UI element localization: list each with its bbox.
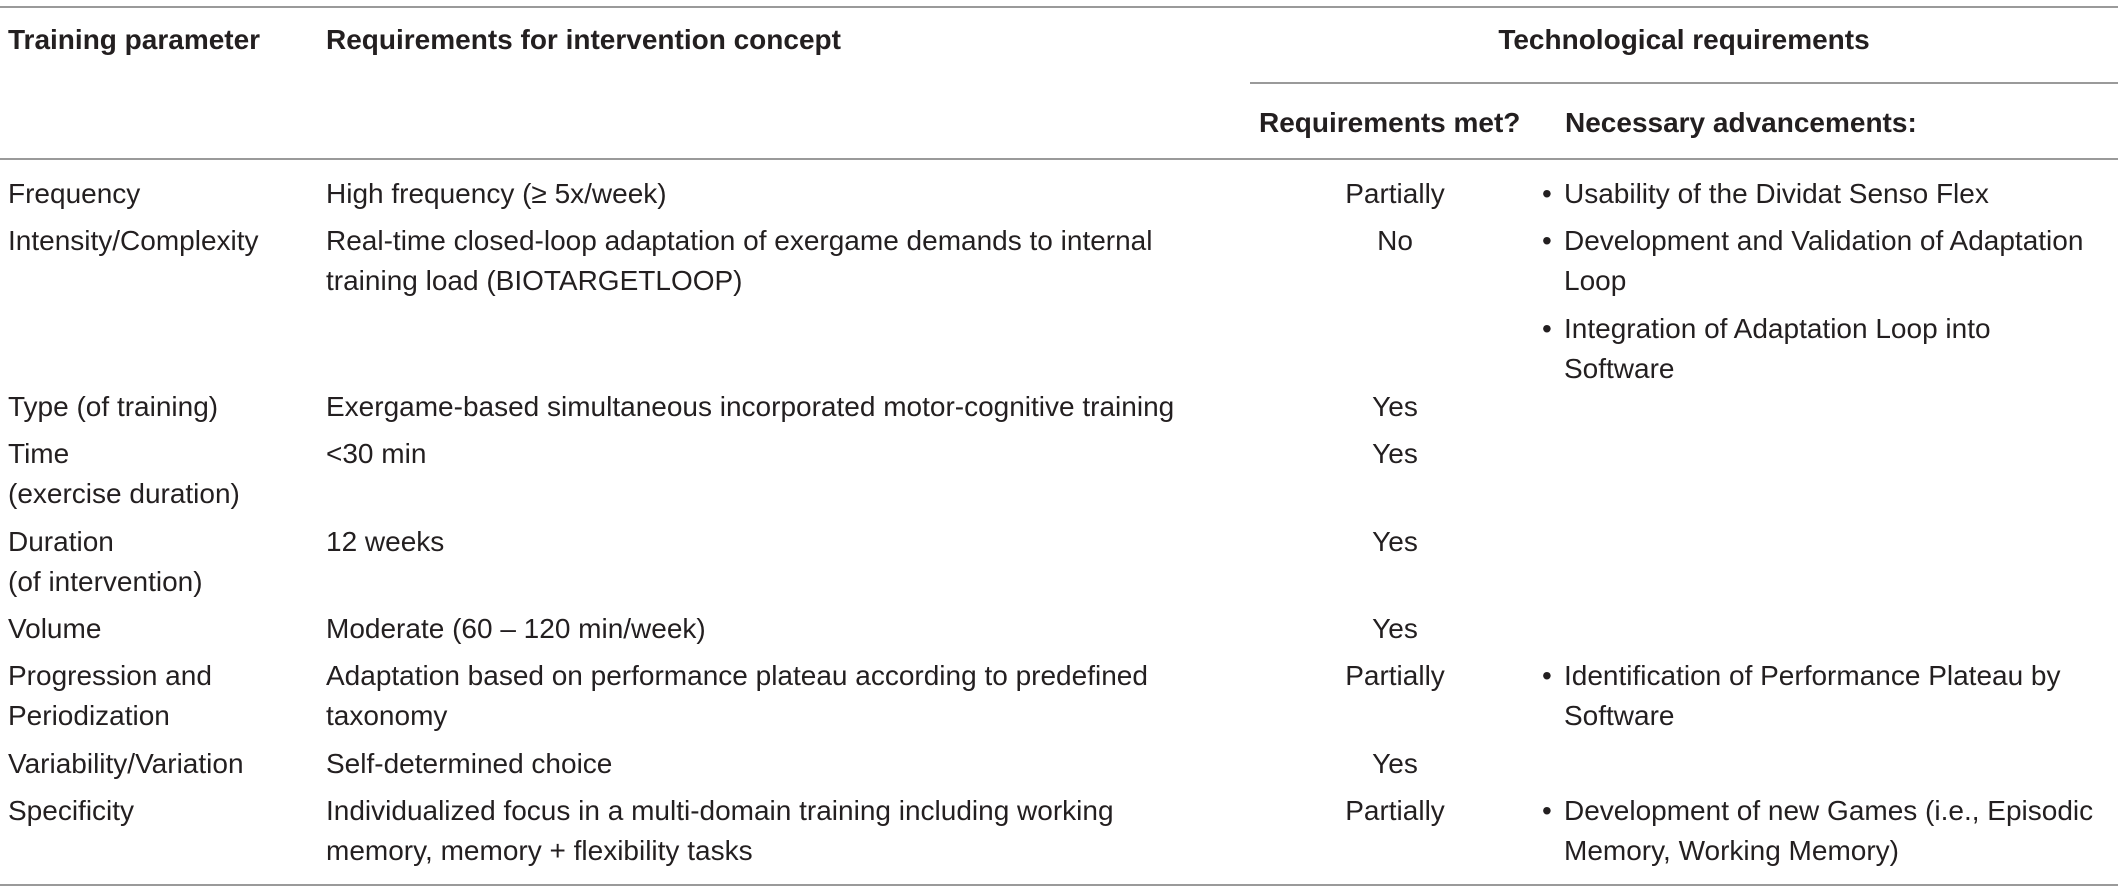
training-parameter-line: Time — [8, 438, 70, 469]
advancement-line: Loop — [1564, 265, 1627, 296]
advancements-list — [1542, 221, 2083, 397]
cell-training-parameter — [8, 387, 218, 427]
advancement-line: • Identification of Performance Plateau by — [1564, 660, 2061, 691]
intervention-concept-line: taxonomy — [326, 700, 448, 731]
header-necessary-advancements: Necessary advancements: — [1565, 107, 1917, 138]
intervention-concept-line: Moderate (60 – 120 min/week) — [326, 613, 706, 644]
training-parameter-line: Intensity/Complexity — [8, 225, 259, 256]
training-parameter-line: Periodization — [8, 700, 170, 731]
advancement-item — [1542, 221, 2083, 301]
training-parameter-line: Frequency — [8, 178, 141, 209]
advancement-item — [1542, 174, 1989, 214]
intervention-concept-line: Exergame-based simultaneous incorporated motor-cognitive training — [326, 391, 1175, 422]
training-parameter-line: (exercise duration) — [8, 478, 240, 509]
advancements-list — [1542, 174, 1989, 222]
advancement-line: • Integration of Adaptation Loop into — [1564, 313, 1991, 344]
cell-intervention-concept — [326, 609, 706, 649]
cell-intervention-concept — [326, 174, 667, 214]
cell-intervention-concept — [326, 522, 444, 562]
cell-requirements-met: No — [1377, 225, 1413, 256]
subheader-rule — [1250, 82, 2118, 84]
intervention-concept-line: training load (BIOTARGETLOOP) — [326, 265, 743, 296]
intervention-concept-line: Self-determined choice — [326, 748, 613, 779]
cell-intervention-concept — [326, 434, 426, 474]
cell-training-parameter — [8, 744, 244, 784]
cell-training-parameter — [8, 221, 259, 261]
cell-training-parameter — [8, 609, 101, 649]
advancement-item — [1542, 309, 2083, 389]
intervention-concept-line: Real-time closed-loop adaptation of exergame demands to internal — [326, 225, 1153, 256]
cell-training-parameter — [8, 522, 203, 602]
training-parameter-line: Specificity — [8, 795, 135, 826]
advancement-line: Software — [1564, 700, 1675, 731]
advancements-list — [1542, 656, 2061, 744]
cell-requirements-met: Yes — [1372, 391, 1418, 422]
cell-requirements-met: Partially — [1345, 178, 1445, 209]
header-requirements-concept: Requirements for intervention concept — [326, 24, 841, 55]
cell-intervention-concept — [326, 387, 1174, 427]
cell-requirements-met: Yes — [1372, 526, 1418, 557]
intervention-concept-line: 12 weeks — [326, 526, 445, 557]
cell-requirements-met: Yes — [1372, 748, 1418, 779]
advancement-line: Software — [1564, 353, 1675, 384]
advancement-line: • Usability of the Dividat Senso Flex — [1564, 178, 1989, 209]
cell-intervention-concept — [326, 656, 1148, 736]
training-parameter-line: (of intervention) — [8, 566, 203, 597]
advancement-line: Memory, Working Memory) — [1564, 835, 1900, 866]
cell-training-parameter — [8, 791, 134, 831]
cell-training-parameter — [8, 656, 212, 736]
advancement-line: • Development and Validation of Adaptation — [1564, 225, 2084, 256]
cell-requirements-met: Partially — [1345, 795, 1445, 826]
training-parameter-line: Volume — [8, 613, 102, 644]
intervention-concept-line: Individualized focus in a multi-domain training including working — [326, 795, 1114, 826]
intervention-concept-line: memory, memory + flexibility tasks — [326, 835, 753, 866]
header-technological-requirements: Technological requirements — [1498, 24, 1870, 55]
cell-training-parameter — [8, 174, 140, 214]
cell-intervention-concept — [326, 744, 612, 784]
header-requirements-met: Requirements met? — [1259, 107, 1521, 138]
header-bottom-rule — [0, 158, 2118, 160]
intervention-concept-line: Adaptation based on performance plateau according to predefined — [326, 660, 1148, 691]
advancements-list — [1542, 791, 2093, 879]
advancement-line: • Development of new Games (i.e., Episodic — [1564, 795, 2094, 826]
header-training-parameter: Training parameter — [8, 24, 261, 55]
intervention-concept-line: High frequency (≥ 5x/week) — [326, 178, 667, 209]
intervention-concept-line: <30 min — [326, 438, 427, 469]
cell-requirements-met: Partially — [1345, 660, 1445, 691]
cell-training-parameter — [8, 434, 240, 514]
advancement-item — [1542, 791, 2093, 871]
cell-requirements-met: Yes — [1372, 613, 1418, 644]
cell-requirements-met: Yes — [1372, 438, 1418, 469]
cell-intervention-concept — [326, 221, 1152, 301]
advancement-item — [1542, 656, 2061, 736]
training-parameter-line: Duration — [8, 526, 114, 557]
top-rule — [0, 6, 2118, 8]
cell-intervention-concept — [326, 791, 1114, 871]
training-parameter-line: Type (of training) — [8, 391, 219, 422]
bottom-rule — [0, 884, 2118, 886]
training-parameter-line: Variability/Variation — [8, 748, 244, 779]
training-parameter-line: Progression and — [8, 660, 212, 691]
